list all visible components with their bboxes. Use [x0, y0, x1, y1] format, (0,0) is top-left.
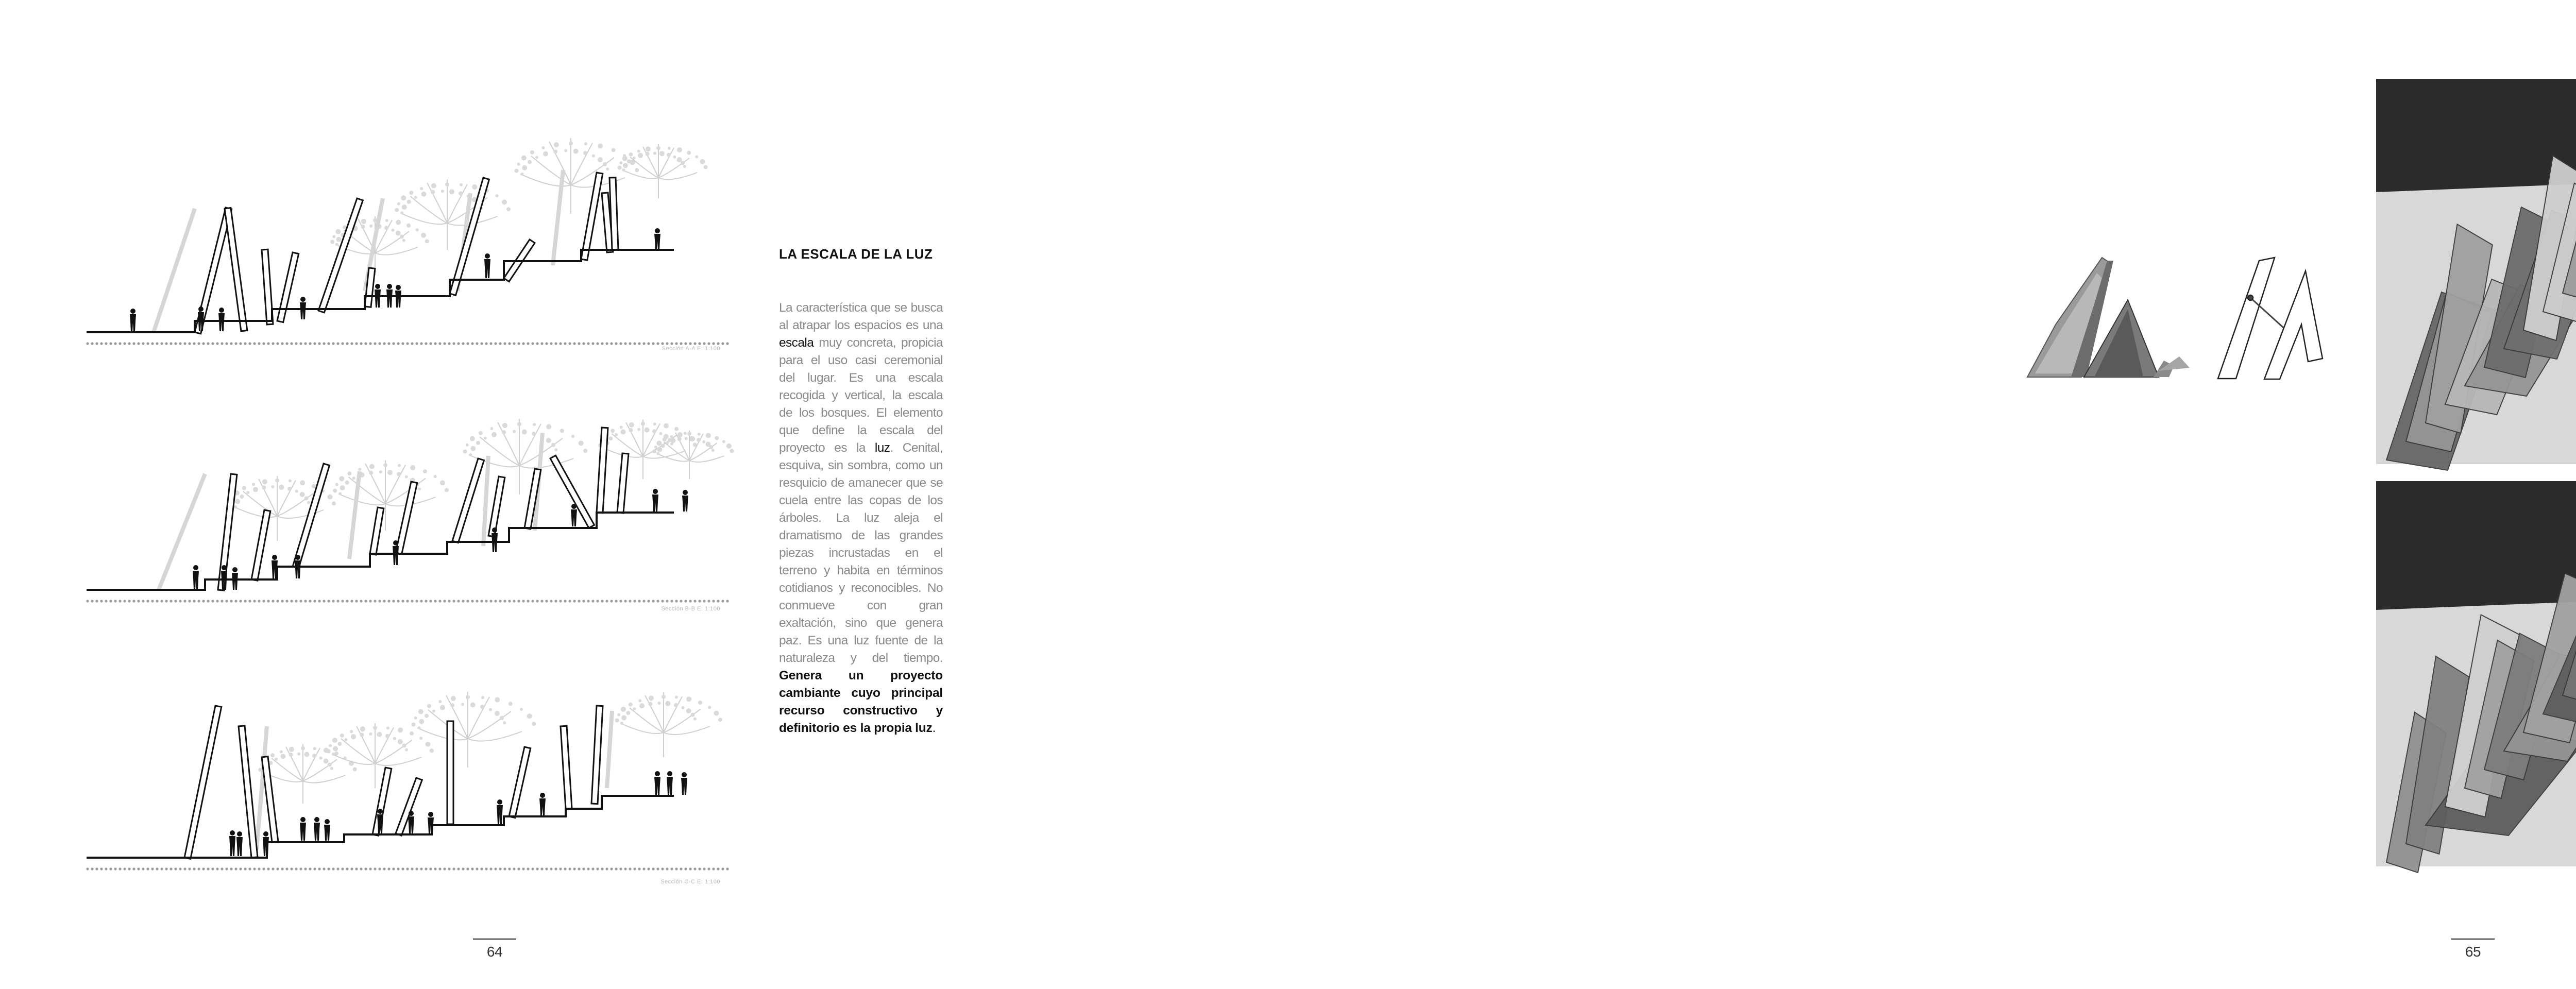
section-b-drawing [87, 381, 731, 623]
section-b-label: Sección B-B E: 1:100 [661, 606, 720, 612]
wall-slab [617, 453, 629, 513]
person-silhouette [667, 771, 673, 795]
model-photo-top-svg [2376, 79, 2576, 464]
wall-slab [318, 198, 363, 313]
person-silhouette [497, 799, 503, 824]
section-c-svg [87, 654, 731, 896]
wall-slab [581, 173, 603, 260]
text-column [779, 246, 943, 737]
person-silhouette [375, 284, 381, 308]
conclusion-end: luz [915, 721, 933, 735]
person-silhouette [571, 504, 577, 526]
body-part-3: . Cenital, esquiva, sin sombra, como un resquicio de amanecer que se cuela entre las copas de los árboles. La luz aleja el dramatismo de las grandes piezas incrustadas en el terreno y habita en términos cotidianos y reconocibles. No conmueve con gran exaltación, sino que genera paz. Es una luz fuente de la naturaleza y del tiempo. [779, 441, 943, 665]
section-a-label: Sección A-A E: 1:100 [662, 346, 720, 352]
concept-sketches [2020, 242, 2349, 397]
person-silhouette [539, 793, 546, 815]
wall-slab [184, 706, 222, 859]
person-silhouette [314, 817, 320, 841]
right-page [989, 0, 2481, 989]
wall-slab [293, 464, 329, 568]
tree-drawing [615, 692, 722, 757]
highlight-escala: escala [779, 336, 814, 350]
person-silhouette [324, 819, 330, 841]
wall-slab [251, 510, 270, 581]
person-silhouette [484, 253, 490, 278]
concept-sketch-svg [2020, 242, 2349, 397]
wall-slab [225, 208, 247, 331]
person-silhouette [395, 285, 401, 308]
sketch-line-section [2218, 258, 2323, 379]
person-silhouette [654, 771, 660, 795]
body-part-1: La característica que se busca al atrapar los espacios es una [779, 301, 943, 332]
person-silhouette [130, 309, 136, 332]
wall-slab [277, 252, 299, 322]
ground-dotted-base [86, 600, 728, 602]
person-silhouette [229, 830, 235, 856]
tree-drawing [618, 144, 708, 198]
person-silhouette [232, 567, 238, 590]
tree-drawing [412, 692, 536, 768]
person-silhouette [408, 811, 414, 833]
page-number-left: 64 [473, 939, 516, 960]
trees-layer [258, 692, 722, 804]
tree-drawing [515, 138, 639, 214]
ground-dotted-base [86, 867, 728, 870]
section-a-drawing [87, 121, 731, 363]
person-silhouette [386, 284, 393, 308]
person-silhouette [300, 817, 306, 841]
wall-slab [591, 706, 603, 804]
person-silhouette [492, 527, 498, 552]
tree-drawing [333, 461, 449, 531]
ghost-wall [349, 471, 360, 559]
text-title: LA ESCALA DE LA LUZ [779, 246, 933, 262]
text-body [779, 299, 943, 737]
people-layer [229, 771, 687, 856]
section-b-svg [87, 381, 731, 623]
ground-dotted-base [86, 342, 728, 345]
left-page [0, 0, 989, 989]
person-silhouette [681, 772, 687, 795]
person-silhouette [236, 831, 243, 856]
ghost-wall [553, 170, 563, 265]
tree-drawing [395, 180, 511, 250]
body-part-2: muy concreta, propicia para el uso casi ceremonial del lugar. Es una escala recogida y vertical, la escala de los bosques. El elemento que define la escala del proyecto es la [779, 336, 943, 455]
person-silhouette [272, 555, 278, 578]
person-silhouette [193, 565, 199, 590]
wall-slab [561, 726, 572, 809]
ghost-wall [607, 711, 612, 788]
conclusion-text: Genera un proyecto cambiante cuyo principal recurso constructivo y definitorio es la propia [779, 669, 943, 735]
model-photo-bottom [2376, 481, 2576, 866]
wall-slab [488, 476, 505, 537]
ghost-wall [483, 456, 488, 546]
person-silhouette [682, 490, 688, 511]
section-a-svg [87, 121, 731, 363]
wall-slab [597, 428, 608, 513]
model-photo-top [2376, 79, 2576, 464]
wall-slab [370, 507, 384, 555]
person-silhouette [393, 540, 399, 565]
wall-slab [262, 757, 278, 842]
wall-slab [447, 721, 453, 824]
wall-slab [452, 458, 484, 543]
person-silhouette [295, 555, 301, 578]
person-silhouette [300, 297, 306, 319]
person-silhouette [218, 308, 225, 331]
section-c-label: Sección C-C E: 1:100 [660, 879, 720, 885]
walls-layer [184, 706, 603, 859]
tree-drawing [652, 431, 734, 480]
person-silhouette [654, 228, 660, 250]
section-c-drawing [87, 654, 731, 896]
trees-layer [229, 419, 734, 541]
sketch-slab-model [2027, 258, 2190, 377]
tree-drawing [598, 420, 697, 480]
ghost-layer [257, 711, 612, 850]
person-silhouette [652, 489, 658, 511]
people-layer [193, 489, 688, 590]
final-period: . [932, 721, 936, 735]
highlight-luz: luz [874, 441, 890, 455]
model-photo-bottom-svg [2376, 481, 2576, 866]
ghost-wall [154, 209, 195, 332]
page-number-right: 65 [2451, 939, 2495, 960]
wall-slab [509, 747, 531, 818]
